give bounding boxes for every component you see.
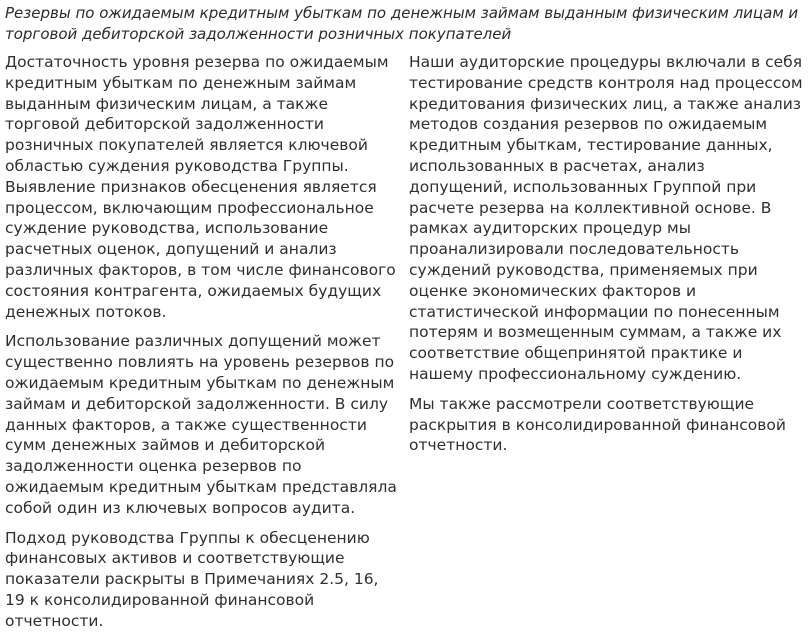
paragraph: Мы также рассмотрели соответствующие раскрытия в консолидированной финансовой отчетности. — [409, 394, 786, 455]
section-heading: Резервы по ожидаемым кредитным убыткам по денежным займам выданным физическим лицам и торговой дебиторской задолженности розничных покупателей — [5, 4, 799, 43]
paragraph: Подход руководства Группы к обесценению финансовых активов и соответствующие показатели раскрыты в Примечаниях 2.5, 16, 19 к консолидированной финансовой отчетности. — [5, 528, 379, 630]
paragraph: Наши аудиторские процедуры включали в себя тестирование средств контроля над процессом кредитования физических лиц, а также анализ методов создания резервов по ожидаемым кредитным убыткам, тестирование данных, использованных в расчетах, анализ допущений, использованных Группой при расчете резерва на коллективной основе. В рамках аудиторских процедур мы проанализировали последовательность суждений руководства, применяемых при оценке экономических факторов и статистической информации по понесенным потерям и возмещенным суммам, а также их соответствие общепринятой практике и нашему профессиональному суждению. — [409, 53, 803, 383]
paragraph: Достаточность уровня резерва по ожидаемым кредитным убыткам по денежным займам выданным физическим лицам, а также торговой дебиторской задолженности розничных покупателей является ключевой областью суждения руководства Группы. Выявление признаков обесценения является процессом, включающим профессиональное суждение руководства, использование расчетных оценок, допущений и анализ различных факторов, в том числе финансового состояния контрагента, ожидаемых будущих денежных потоков. — [5, 53, 396, 321]
audit-response-column — [409, 52, 805, 465]
key-audit-matter-column — [5, 52, 397, 641]
paragraph: Использование различных допущений может существенно повлиять на уровень резервов по ожидаемым кредитным убыткам по денежным займам и дебиторской задолженности. В силу данных факторов, а также существенности сумм денежных займов и дебиторской задолженности оценка резервов по ожидаемым кредитным убыткам представляла собой один из ключевых вопросов аудита. — [5, 332, 397, 517]
